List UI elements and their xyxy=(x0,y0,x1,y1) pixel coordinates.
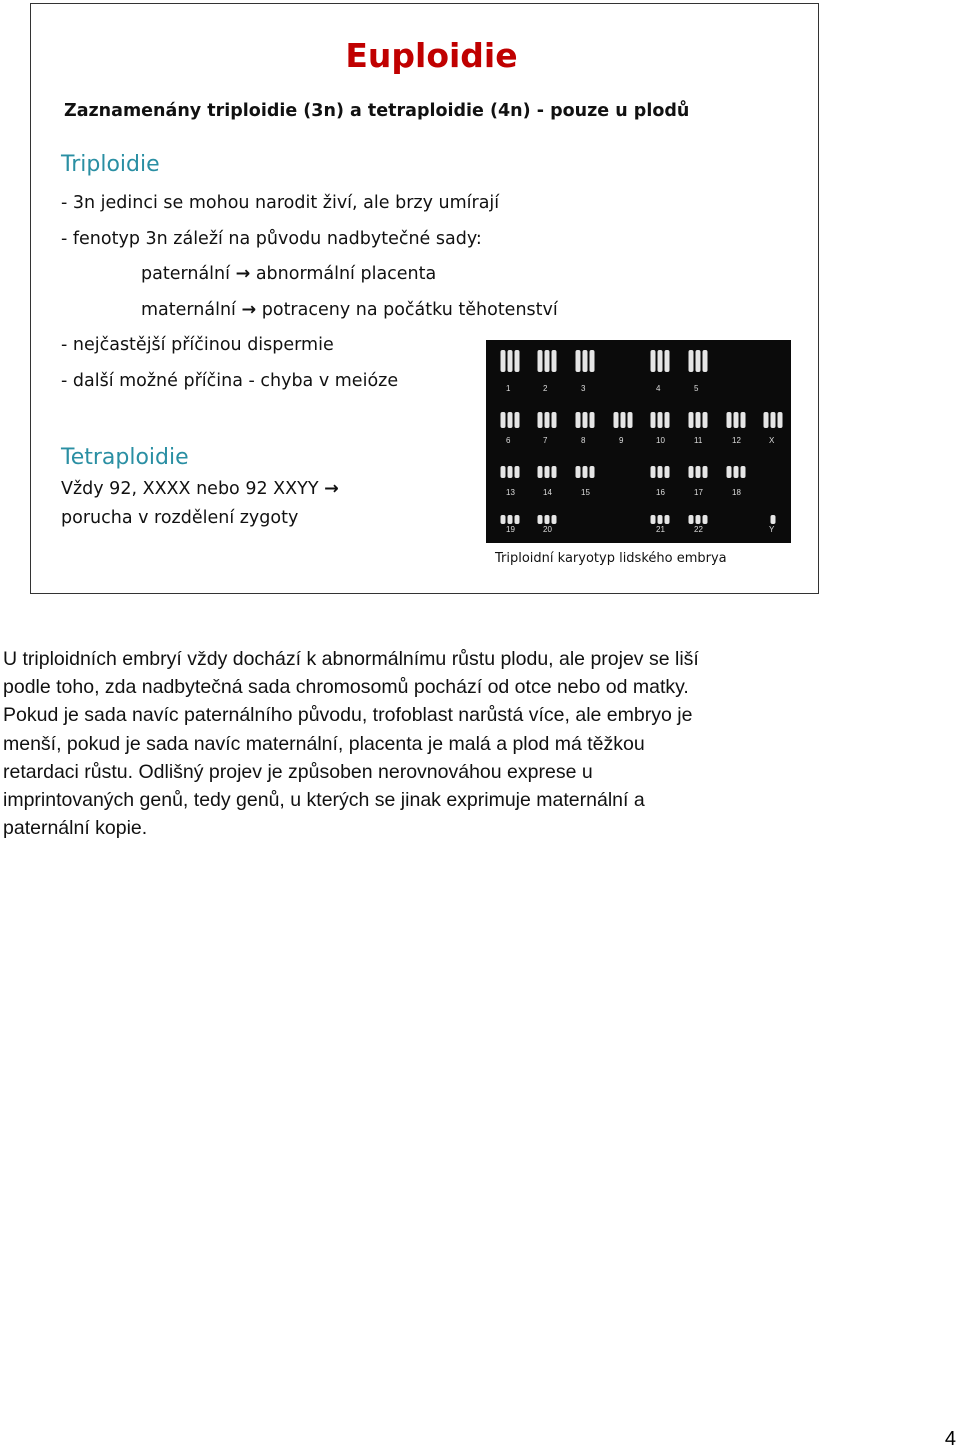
karyotype-label: 15 xyxy=(581,488,590,497)
body-line: retardaci růstu. Odlišný projev je způsoben nerovnováhou exprese u xyxy=(3,760,593,783)
tetraploidie-line-1: Vždy 92, XXXX nebo 92 XXYY xyxy=(61,479,319,499)
body-paragraph xyxy=(3,645,953,842)
chromosome xyxy=(501,466,506,478)
chromosome-group xyxy=(651,515,670,524)
chromosome-group xyxy=(651,350,670,372)
chromosome xyxy=(778,412,783,428)
chromosome xyxy=(651,466,656,478)
body-line: Pokud je sada navíc paternálního původu, trofoblast narůstá více, ale embryo je xyxy=(3,704,693,727)
chromosome-group xyxy=(689,515,708,524)
chromosome xyxy=(665,350,670,372)
chromosome xyxy=(538,350,543,372)
chromosome-group xyxy=(651,412,670,428)
chromosome xyxy=(515,466,520,478)
chromosome xyxy=(771,515,776,524)
karyotype-label: 9 xyxy=(619,436,624,445)
karyotype-caption: Triploidní karyotyp lidského embrya xyxy=(495,551,727,566)
karyotype-label: 7 xyxy=(543,436,548,445)
chromosome xyxy=(576,412,581,428)
chromosome xyxy=(689,466,694,478)
chromosome xyxy=(501,350,506,372)
karyotype-image xyxy=(486,340,791,543)
chromosome xyxy=(590,412,595,428)
slide-subtitle: Zaznamenány triploidie (3n) a tetraploidie (4n) - pouze u plodů xyxy=(64,101,690,121)
chromosome-group xyxy=(689,466,708,478)
chromosome xyxy=(734,412,739,428)
chromosome xyxy=(727,466,732,478)
chromosome xyxy=(658,350,663,372)
chromosome xyxy=(665,466,670,478)
chromosome xyxy=(508,350,513,372)
chromosome xyxy=(538,466,543,478)
chromosome-group xyxy=(727,412,746,428)
chromosome xyxy=(689,515,694,524)
chromosome xyxy=(696,350,701,372)
body-line: menší, pokud je sada navíc maternální, placenta je malá a plod má těžkou xyxy=(3,732,645,755)
chromosome xyxy=(508,412,513,428)
chromosome xyxy=(508,515,513,524)
chromosome-group xyxy=(576,466,595,478)
chromosome-group xyxy=(727,466,746,478)
chromosome xyxy=(621,412,626,428)
karyotype-label: 17 xyxy=(694,488,703,497)
chromosome xyxy=(696,466,701,478)
chromosome-group xyxy=(764,412,783,428)
slide-title: Euploidie xyxy=(345,36,518,75)
chromosome xyxy=(583,350,588,372)
chromosome xyxy=(515,350,520,372)
slide-frame xyxy=(30,3,819,594)
chromosome xyxy=(552,515,557,524)
tetraploidie-heading: Tetraploidie xyxy=(61,445,189,470)
triploidie-line-2: - fenotyp 3n záleží na původu nadbytečné sady: xyxy=(61,229,482,249)
karyotype-label: 4 xyxy=(656,384,661,393)
chromosome xyxy=(764,412,769,428)
chromosome xyxy=(651,412,656,428)
body-line: paternální kopie. xyxy=(3,817,148,840)
chromosome xyxy=(741,412,746,428)
paternal-label: paternální xyxy=(141,264,230,284)
chromosome xyxy=(545,466,550,478)
chromosome xyxy=(545,412,550,428)
chromosome xyxy=(703,515,708,524)
karyotype-label: Y xyxy=(769,525,775,534)
arrow-right-icon: → xyxy=(324,479,339,499)
arrow-right-icon: → xyxy=(241,300,257,320)
karyotype-label: 18 xyxy=(732,488,741,497)
chromosome xyxy=(590,466,595,478)
chromosome-group xyxy=(538,515,557,524)
karyotype-label: 12 xyxy=(732,436,741,445)
triploidie-heading: Triploidie xyxy=(61,152,160,177)
chromosome xyxy=(696,412,701,428)
maternal-label: maternální xyxy=(141,300,236,320)
body-line: imprintovaných genů, tedy genů, u kterých se jinak exprimuje maternální a xyxy=(3,789,645,812)
chromosome xyxy=(658,466,663,478)
karyotype-label: 8 xyxy=(581,436,586,445)
triploidie-line-3: - nejčastější příčinou dispermie xyxy=(61,335,334,355)
chromosome xyxy=(552,466,557,478)
paternal-result: abnormální placenta xyxy=(255,264,437,284)
chromosome-group xyxy=(576,350,595,372)
chromosome xyxy=(727,412,732,428)
chromosome-group xyxy=(501,350,520,372)
chromosome-group xyxy=(689,350,708,372)
maternal-result: potraceny na počátku těhotenství xyxy=(261,300,558,320)
karyotype-label: 5 xyxy=(694,384,699,393)
arrow-right-icon: → xyxy=(235,264,251,284)
karyotype-label: 16 xyxy=(656,488,665,497)
chromosome xyxy=(651,350,656,372)
chromosome xyxy=(771,412,776,428)
paternal-line xyxy=(141,264,436,284)
karyotype-label: 1 xyxy=(506,384,511,393)
chromosome xyxy=(538,412,543,428)
karyotype-label: 2 xyxy=(543,384,548,393)
karyotype-chromosomes xyxy=(486,340,791,543)
triploidie-line-4: - další možné příčina - chyba v meióze xyxy=(61,371,399,391)
chromosome xyxy=(651,515,656,524)
chromosome xyxy=(628,412,633,428)
chromosome xyxy=(696,515,701,524)
chromosome xyxy=(545,350,550,372)
body-line: U triploidních embryí vždy dochází k abnormálnímu růstu plodu, ale projev se liší xyxy=(3,648,699,670)
karyotype-label: 22 xyxy=(694,525,703,534)
chromosome-group xyxy=(538,466,557,478)
chromosome xyxy=(515,412,520,428)
chromosome xyxy=(689,412,694,428)
karyotype-label: X xyxy=(769,436,775,445)
chromosome xyxy=(552,350,557,372)
karyotype-label: 13 xyxy=(506,488,515,497)
chromosome xyxy=(545,515,550,524)
chromosome xyxy=(538,515,543,524)
karyotype-label: 14 xyxy=(543,488,552,497)
chromosome-group xyxy=(689,412,708,428)
karyotype-label: 20 xyxy=(543,525,552,534)
karyotype-label: 11 xyxy=(694,436,703,445)
chromosome xyxy=(703,466,708,478)
karyotype-label: 19 xyxy=(506,525,515,534)
karyotype-label: 21 xyxy=(656,525,665,534)
chromosome-group xyxy=(771,515,776,524)
chromosome xyxy=(689,350,694,372)
chromosome-group xyxy=(501,412,520,428)
karyotype-label: 10 xyxy=(656,436,665,445)
chromosome xyxy=(590,350,595,372)
chromosome xyxy=(515,515,520,524)
chromosome xyxy=(741,466,746,478)
chromosome xyxy=(658,515,663,524)
chromosome xyxy=(576,350,581,372)
chromosome xyxy=(501,412,506,428)
chromosome xyxy=(665,412,670,428)
chromosome xyxy=(658,412,663,428)
chromosome xyxy=(665,515,670,524)
chromosome xyxy=(703,350,708,372)
chromosome-group xyxy=(538,350,557,372)
chromosome xyxy=(703,412,708,428)
maternal-line xyxy=(141,300,558,320)
chromosome-group xyxy=(501,466,520,478)
chromosome-group xyxy=(651,466,670,478)
chromosome xyxy=(552,412,557,428)
chromosome xyxy=(734,466,739,478)
karyotype-label: 3 xyxy=(581,384,586,393)
chromosome-group xyxy=(576,412,595,428)
chromosome xyxy=(508,466,513,478)
triploidie-line-1: - 3n jedinci se mohou narodit živí, ale brzy umírají xyxy=(61,193,500,213)
chromosome-group xyxy=(538,412,557,428)
tetraploidie-line-1-row xyxy=(61,479,339,499)
chromosome xyxy=(614,412,619,428)
chromosome-group xyxy=(614,412,633,428)
chromosome-group xyxy=(501,515,520,524)
karyotype-label: 6 xyxy=(506,436,511,445)
chromosome xyxy=(501,515,506,524)
chromosome xyxy=(576,466,581,478)
chromosome xyxy=(583,466,588,478)
tetraploidie-line-2: porucha v rozdělení zygoty xyxy=(61,508,299,528)
page-number: 4 xyxy=(944,1428,956,1450)
body-line: podle toho, zda nadbytečná sada chromosomů pochází od otce nebo od matky. xyxy=(3,676,689,699)
chromosome xyxy=(583,412,588,428)
